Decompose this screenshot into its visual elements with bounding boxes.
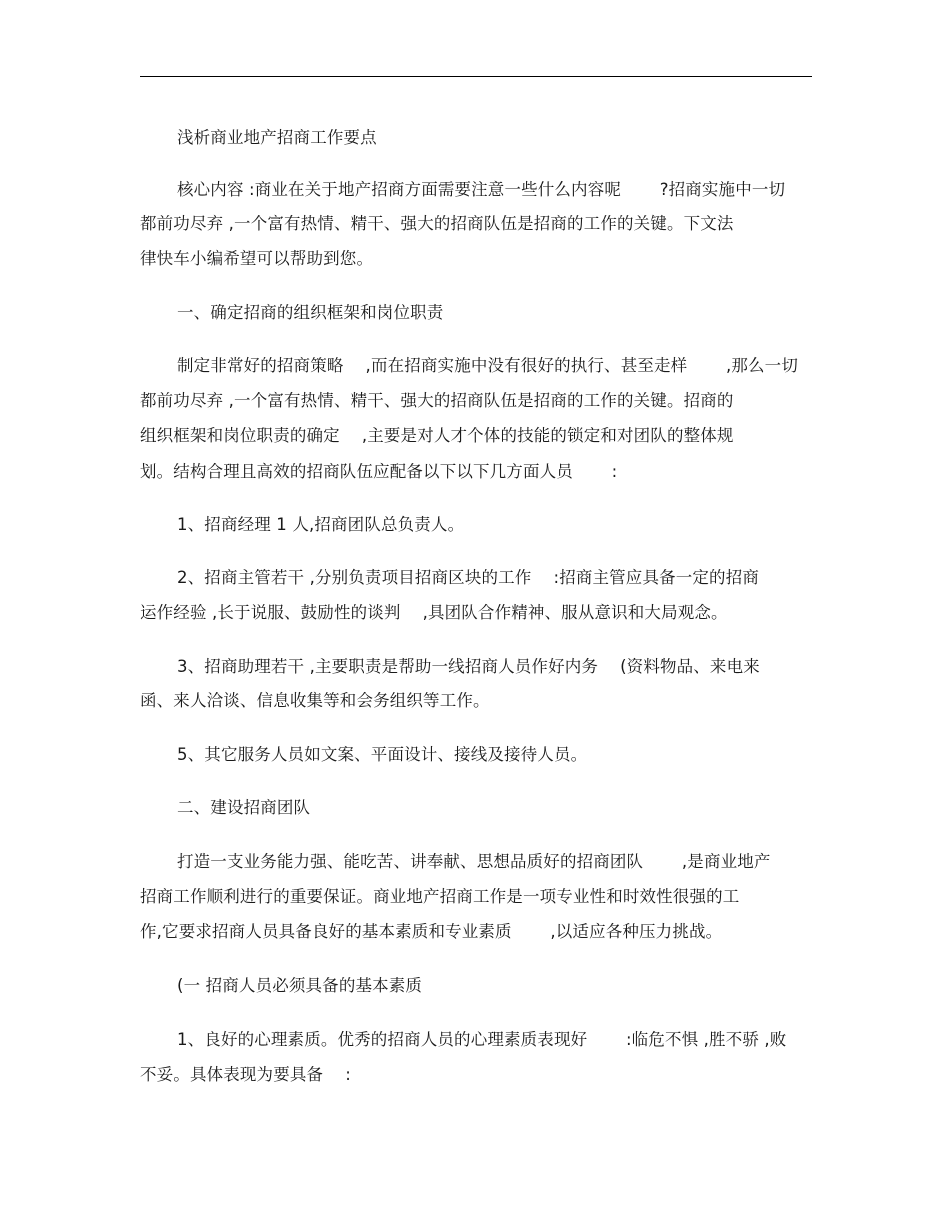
intro-line: 律快车小编希望可以帮助到您。: [140, 249, 374, 268]
section-heading: 二、建设招商团队: [177, 798, 311, 817]
list-item: 1、招商经理 1 人,招商团队总负责人。: [177, 515, 465, 534]
section-heading: 一、确定招商的组织框架和岗位职责: [177, 303, 444, 322]
document-title: 浅析商业地产招商工作要点: [177, 128, 377, 147]
intro-line: 核心内容 :商业在关于地产招商方面需要注意一些什么内容呢 ?招商实施中一切: [177, 180, 786, 199]
paragraph-line: 不妥。具体表现为要具备 :: [140, 1065, 351, 1084]
intro-line: 都前功尽弃 ,一个富有热情、精干、强大的招商队伍是招商的工作的关键。下文法: [140, 214, 734, 233]
list-item: 2、招商主管若干 ,分别负责项目招商区块的工作 :招商主管应具备一定的招商: [177, 568, 759, 587]
paragraph-line: 1、良好的心理素质。优秀的招商人员的心理素质表现好 :临危不惧 ,胜不骄 ,败: [177, 1030, 787, 1049]
paragraph-line: 组织框架和岗位职责的确定 ,主要是对人才个体的技能的锁定和对团队的整体规: [140, 426, 734, 445]
paragraph-line: 划。结构合理且高效的招商队伍应配备以下以下几方面人员 :: [140, 462, 618, 481]
paragraph-line: 作,它要求招商人员具备良好的基本素质和专业素质 ,以适应各种压力挑战。: [140, 922, 723, 941]
header-rule: [140, 76, 812, 77]
list-item: 5、其它服务人员如文案、平面设计、接线及接待人员。: [177, 745, 588, 764]
subsection-heading: (一 招商人员必须具备的基本素质: [177, 976, 423, 995]
list-item-continuation: 运作经验 ,长于说服、鼓励性的谈判 ,具团队合作精神、服从意识和大局观念。: [140, 603, 728, 622]
paragraph-line: 都前功尽弃 ,一个富有热情、精干、强大的招商队伍是招商的工作的关键。招商的: [140, 391, 734, 410]
paragraph-line: 招商工作顺利进行的重要保证。商业地产招商工作是一项专业性和时效性很强的工: [140, 887, 740, 906]
paragraph-line: 打造一支业务能力强、能吃苦、讲奉献、思想品质好的招商团队 ,是商业地产: [177, 852, 771, 871]
paragraph-line: 制定非常好的招商策略 ,而在招商实施中没有很好的执行、甚至走样 ,那么一切: [177, 356, 798, 375]
list-item: 3、招商助理若干 ,主要职责是帮助一线招商人员作好内务 (资料物品、来电来: [177, 657, 760, 676]
list-item-continuation: 函、来人洽谈、信息收集等和会务组织等工作。: [140, 691, 490, 710]
